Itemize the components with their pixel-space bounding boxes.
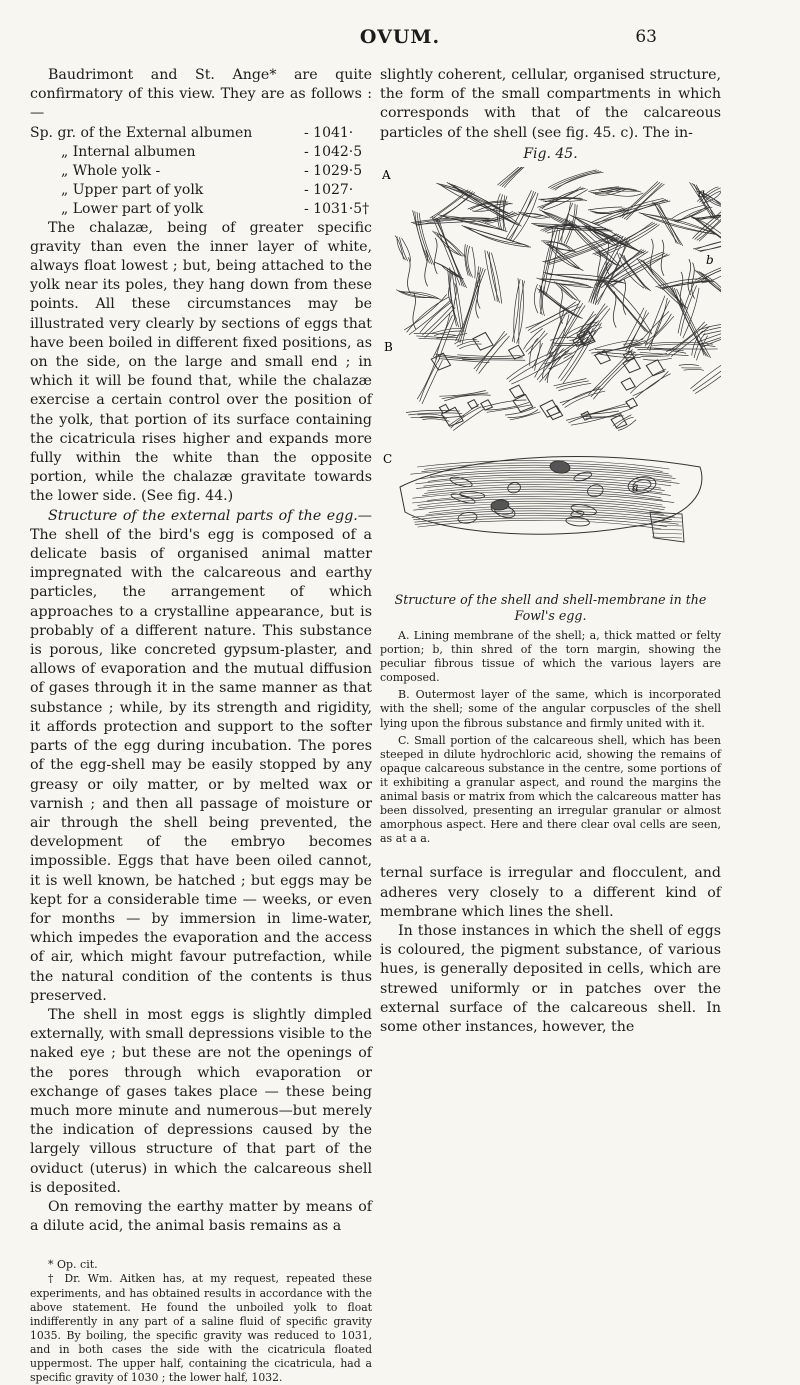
gravity-row — [30, 200, 372, 219]
panel-letter-b: B — [384, 339, 393, 354]
gravity-value: - 1042·5 — [304, 143, 363, 160]
running-title: OVUM. — [359, 26, 441, 48]
acid-paragraph: On removing the earthy matter by means of a dilute acid, the animal basis remains as a — [30, 1198, 372, 1235]
gravity-row — [30, 181, 372, 200]
figure-panel-c — [383, 452, 702, 542]
gravity-label: „ Lower part of yolk — [61, 200, 204, 217]
section-heading: Structure of the external parts of the egg.— — [48, 507, 372, 524]
dimpled-paragraph: The shell in most eggs is slightly dimpled externally, with small depressions visible to the naked eye ; but these are not the openings of the pores through which evaporation or exchange of gases takes place — these being much more minute and numerous—but merely the indication of depressions caused by the largely villous structure of that part of the oviduct (uterus) in which the calcareous shell is deposited. — [30, 1006, 372, 1196]
structure-paragraph — [30, 507, 372, 1006]
gravity-row — [30, 162, 372, 181]
gravity-value: - 1041· — [304, 124, 354, 141]
label-b: b — [706, 252, 714, 267]
shell-structure-figure — [380, 167, 721, 572]
gravity-label: „ Upper part of yolk — [61, 181, 204, 198]
figure-caption-title: Structure of the shell and shell-membrane in the Fowl's egg. — [394, 592, 707, 623]
footnote-star: * Op. cit. — [48, 1258, 98, 1272]
gravity-value: - 1027· — [304, 181, 354, 198]
left-column — [30, 66, 372, 1385]
gravity-label: Sp. gr. of the External albumen — [30, 124, 253, 141]
specific-gravity-table — [30, 124, 372, 219]
caption-item-b: B. Outermost layer of the same, which is incorporated with the shell; some of the angular corpuscles of the shell lying upon the fibrous substance and firmly united with it. — [380, 688, 721, 730]
label-a-upper: a — [698, 185, 706, 200]
structure-text: The shell of the bird's egg is composed of a delicate basis of organised animal matter impregnated with the calcareous and earthy particles, the arrangement of which approaches to a crystalline appearance, but is probably of a different nature. This substance is porous, like concreted gypsum-plaster, and allows of evaporation and the mutual diffusion of gases through it in the same manner as that substance ; while, by its strength and rigidity, it affords protection and support to the softer parts of the egg during incubation. The pores of the egg-shell may be easily stopped by any greasy or oily matter, or by melted wax or varnish ; and then all passage of moisture or air through the shell being prevented, the development of the embryo becomes impossible. Eggs that have been oiled cannot, it is well known, be hatched ; but eggs may be kept for a considerable time — weeks, or even for months — by immersion in lime-water, which impedes the evaporation and the access of air, which might favour putrefaction, while the natural condition of the contents is thus preserved. — [30, 526, 372, 1004]
caption-item-a: A. Lining membrane of the shell; a, thick matted or felty portion; b, thin shred of the torn margin, showing the peculiar fibrous tissue of which the various layers are composed. — [380, 629, 721, 685]
chalazae-paragraph: The chalazæ, being of greater specific gravity than even the inner layer of white, always float lowest ; but, being attached to the yolk near its poles, they hang down from these points. All these circumstances may be illustrated very clearly by sections of eggs that have been boiled in different fixed positions, as on the side, on the large and small end ; in which it will be found that, while the chalazæ exercise a certain control over the position of the yolk, that portion of its surface containing the cicatricula rises higher and expands more fully within the white than the opposite portion, while the chalazæ gravitate towards the lower side. (See fig. 44.) — [30, 219, 372, 505]
gravity-value: - 1031·5† — [304, 200, 370, 217]
outer-layer-drawing — [404, 283, 721, 431]
figure-panel-b — [384, 283, 721, 431]
gravity-row — [30, 124, 372, 143]
intro-paragraph: Baudrimont and St. Ange* are quite confirmatory of this view. They are as follows : — — [30, 67, 372, 122]
internal-surface-paragraph: ternal surface is irregular and flocculent, and adheres very closely to a different kind of membrane which lines the shell. — [380, 865, 721, 920]
caption-item-c: C. Small portion of the calcareous shell, which has been steeped in dilute hydrochloric acid, showing the remains of opaque calcareous substance in the centre, some portions of it exhibiting a granular aspect, and round the margins the animal basis or matrix from which the calcareous matter has been dissolved, presenting an irregular granular or almost amorphous aspect. Here and there clear oval cells are seen, as at a a. — [380, 733, 721, 846]
right-column — [380, 66, 721, 1037]
panel-letter-a: A — [382, 167, 391, 182]
gravity-label: „ Internal albumen — [61, 143, 196, 160]
right-body-text — [380, 864, 721, 1037]
label-a-lower: a — [632, 480, 639, 494]
gravity-value: - 1029·5 — [304, 162, 363, 179]
coloured-shell-paragraph: In those instances in which the shell of eggs is coloured, the pigment substance, of various hues, is generally deposited in cells, which are strewed uniformly or in patches over the external surface of the calcareous shell. In some other instances, however, the — [380, 923, 721, 1036]
gravity-label: „ Whole yolk - — [61, 162, 161, 179]
panel-letter-c: C — [383, 451, 393, 466]
page-header — [0, 26, 800, 56]
gravity-row — [30, 143, 372, 162]
footnote-dagger: † Dr. Wm. Aitken has, at my request, repeated these experiments, and has obtained results in accordance with the above statement. He found the unboiled yolk to float indifferently in any part of a saline fluid of specific gravity 1035. By boiling, the specific gravity was reduced to 1031, and in both cases the side with the cicatricula floated uppermost. The upper half, containing the cicatricula, had a specific gravity of 1030 ; the lower half, 1032. — [30, 1272, 372, 1385]
figure-label: Fig. 45. — [523, 145, 578, 162]
continuation-paragraph: slightly coherent, cellular, organised structure, the form of the small compartments in which corresponds with that of the calcareous particles of the shell (see fig. 45. c). The in- — [380, 67, 721, 141]
figure-panel-a — [381, 167, 721, 358]
page-number: 63 — [635, 27, 657, 47]
calcareous-shell-drawing — [400, 456, 702, 541]
